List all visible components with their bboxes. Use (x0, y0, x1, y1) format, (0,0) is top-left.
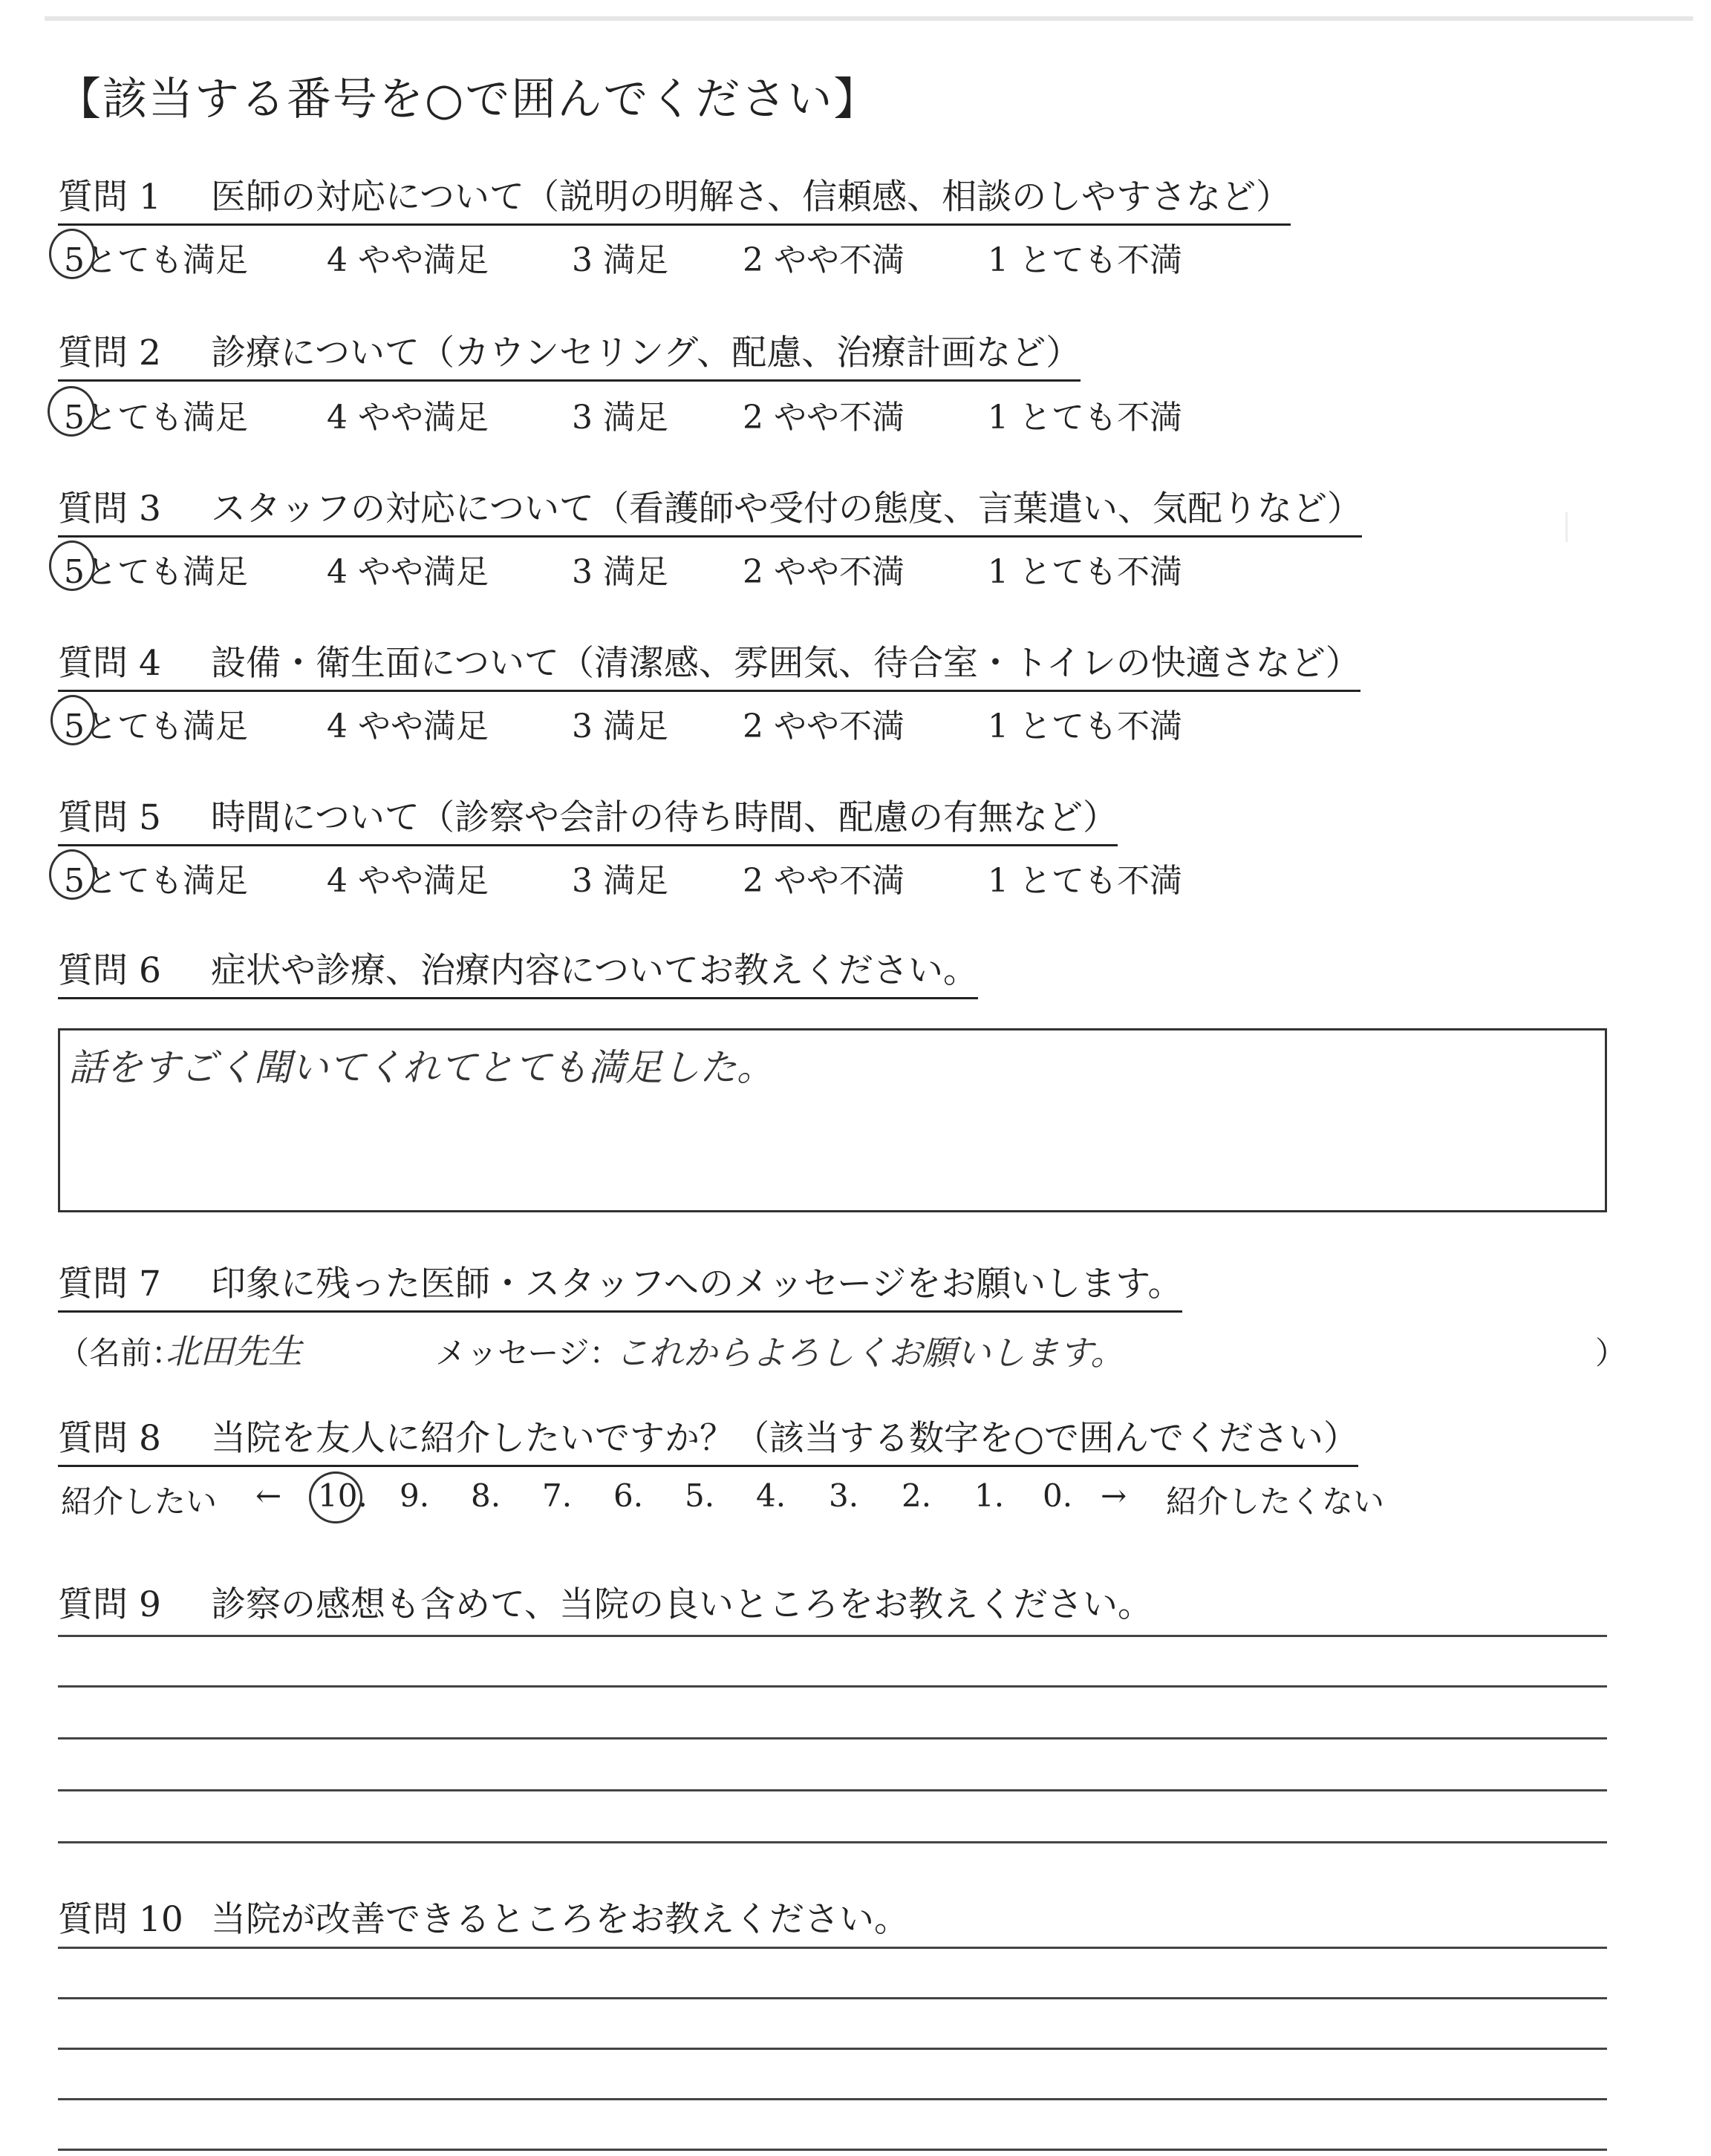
option-5[interactable]: 5とても満足 (64, 708, 248, 745)
option-5[interactable]: 5とても満足 (64, 399, 248, 437)
scale-5[interactable]: 5. (685, 1477, 715, 1514)
answer-line[interactable] (58, 2098, 1607, 2100)
option-1[interactable]: 1 とても不満 (988, 241, 1182, 279)
name-value-handwritten: 北田先生 (166, 1331, 302, 1371)
option-3[interactable]: 3 満足 (572, 399, 668, 437)
selection-circle (309, 1471, 362, 1523)
scale-6[interactable]: 6. (613, 1477, 644, 1514)
selection-circle (50, 695, 95, 745)
question-text: 当院を友人に紹介したいですか？（該当する数字を○で囲んでください） (211, 1418, 1359, 1459)
option-3[interactable]: 3 満足 (572, 862, 668, 900)
question-text: 医師の対応について（説明の明解さ、信頼感、相談のしやすさなど） (211, 177, 1291, 218)
scale-4[interactable]: 4. (756, 1477, 786, 1514)
scale-2[interactable]: 2. (902, 1477, 932, 1514)
question-5 (58, 790, 1118, 846)
question-1 (58, 169, 1291, 226)
question-text: 当院が改善できるところをお教えください。 (211, 1899, 909, 1940)
selection-circle (48, 386, 95, 437)
question-7 (58, 1256, 1182, 1313)
message-label: メッセージ： (435, 1335, 621, 1371)
question-8 (58, 1411, 1358, 1467)
option-1[interactable]: 1 とても不満 (988, 708, 1182, 745)
option-4[interactable]: 4 やや満足 (327, 241, 489, 279)
answer-line[interactable] (58, 1789, 1607, 1791)
name-label: （名前： (58, 1335, 183, 1371)
option-4[interactable]: 4 やや満足 (327, 399, 489, 437)
option-2[interactable]: 2 やや不満 (743, 553, 905, 591)
rating-options-2 (0, 391, 1711, 435)
answer-line[interactable] (58, 1997, 1607, 1999)
recommend-scale (0, 1477, 1711, 1522)
answer-line[interactable] (58, 1635, 1607, 1637)
question-number: 質問 1 (58, 177, 161, 218)
question-4 (58, 636, 1360, 692)
rating-options-3 (0, 545, 1711, 589)
question-number: 質問 9 (58, 1584, 161, 1625)
question-3 (58, 481, 1362, 538)
message-value-handwritten: これからよろしくお願いします。 (615, 1333, 1125, 1373)
answer-line[interactable] (58, 1737, 1607, 1740)
answer-line[interactable] (58, 1841, 1607, 1843)
question-text: スタッフの対応について（看護師や受付の態度、言葉遣い、気配りなど） (211, 489, 1363, 529)
scan-mark (1565, 512, 1568, 542)
question-number: 質問 10 (58, 1899, 183, 1940)
scan-edge (45, 16, 1693, 21)
scale-7[interactable]: 7. (542, 1477, 573, 1514)
option-2[interactable]: 2 やや不満 (743, 708, 905, 745)
question-2 (58, 325, 1081, 382)
scale-1[interactable]: 1. (974, 1477, 1005, 1514)
question-number: 質問 2 (58, 333, 161, 373)
answer-line[interactable] (58, 1947, 1607, 1949)
right-label: 紹介したくない (1166, 1483, 1385, 1520)
question-text: 設備・衛生面について（清潔感、雰囲気、待合室・トイレの快適さなど） (211, 643, 1360, 684)
option-4[interactable]: 4 やや満足 (327, 862, 489, 900)
question-text: 診察の感想も含めて、当院の良いところをお教えください。 (211, 1584, 1153, 1625)
option-4[interactable]: 4 やや満足 (327, 708, 489, 745)
page-heading: 【該当する番号を○で囲んでください】 (56, 74, 880, 125)
question-text: 印象に残った医師・スタッフへのメッセージをお願いします。 (211, 1264, 1183, 1304)
question-number: 質問 5 (58, 797, 161, 838)
question-text: 診療について（カウンセリング、配慮、治療計画など） (211, 333, 1081, 373)
question-text: 時間について（診察や会計の待ち時間、配慮の有無など） (211, 797, 1118, 838)
answer-6-handwritten: 話をすごく聞いてくれてとても満足した。 (68, 1046, 774, 1089)
answer-line[interactable] (58, 2048, 1607, 2050)
scale-3[interactable]: 3. (829, 1477, 859, 1514)
option-5[interactable]: 5とても満足 (64, 862, 248, 900)
question-10 (58, 1892, 909, 1941)
option-5[interactable]: 5とても満足 (64, 553, 248, 591)
option-3[interactable]: 3 満足 (572, 241, 668, 279)
answer-line[interactable] (58, 2149, 1607, 2151)
question-number: 質問 7 (58, 1264, 161, 1304)
question-text: 症状や診療、治療内容についてお教えください。 (211, 950, 979, 991)
option-2[interactable]: 2 やや不満 (743, 241, 905, 279)
left-label: 紹介したい (61, 1483, 218, 1520)
option-2[interactable]: 2 やや不満 (743, 399, 905, 437)
message-line (58, 1329, 1627, 1373)
rating-options-1 (0, 233, 1711, 278)
right-arrow: → (1101, 1477, 1127, 1514)
scale-9[interactable]: 9. (400, 1477, 430, 1514)
answer-line[interactable] (58, 1685, 1607, 1688)
left-arrow: ← (255, 1477, 282, 1514)
question-number: 質問 4 (58, 643, 161, 684)
option-1[interactable]: 1 とても不満 (988, 862, 1182, 900)
selection-circle (49, 229, 95, 279)
question-number: 質問 3 (58, 489, 161, 529)
scale-8[interactable]: 8. (471, 1477, 501, 1514)
question-9 (58, 1577, 1153, 1627)
question-number: 質問 6 (58, 950, 161, 991)
selection-circle (49, 849, 95, 900)
question-6 (58, 943, 978, 999)
option-4[interactable]: 4 やや満足 (327, 553, 489, 591)
option-1[interactable]: 1 とても不満 (988, 553, 1182, 591)
option-5[interactable]: 5とても満足 (64, 241, 248, 279)
rating-options-5 (0, 854, 1711, 898)
option-2[interactable]: 2 やや不満 (743, 862, 905, 900)
scale-10[interactable]: 10. (318, 1477, 368, 1514)
selection-circle (49, 540, 95, 591)
option-3[interactable]: 3 満足 (572, 708, 668, 745)
scale-0[interactable]: 0. (1043, 1477, 1073, 1514)
option-1[interactable]: 1 とても不満 (988, 399, 1182, 437)
close-paren: ） (1595, 1335, 1627, 1371)
option-3[interactable]: 3 満足 (572, 553, 668, 591)
rating-options-4 (0, 699, 1711, 744)
question-number: 質問 8 (58, 1418, 161, 1459)
